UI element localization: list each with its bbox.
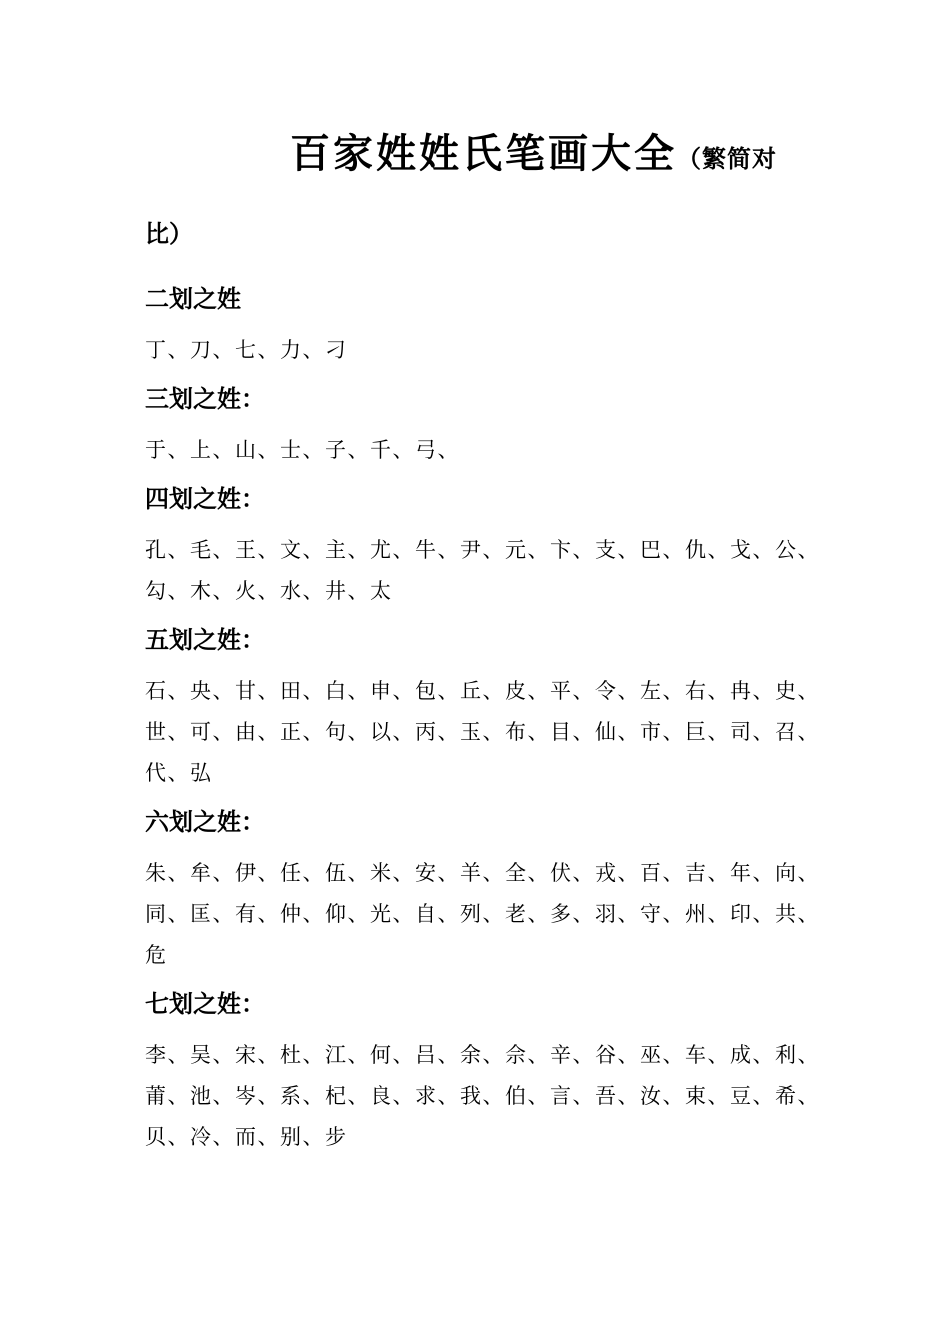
- surname-list: 孔、毛、王、文、主、尤、牛、尹、元、卞、支、巴、仇、戈、公、勾、木、火、水、井、太: [145, 538, 820, 603]
- document-body: [145, 280, 825, 1167]
- section-two-strokes: [145, 280, 825, 371]
- section-heading: 四划之姓：: [145, 485, 265, 513]
- title-subtitle-end: 比）: [145, 220, 193, 248]
- surname-list: 朱、牟、伊、任、伍、米、安、羊、全、伏、戎、百、吉、年、向、同、匡、有、仲、仰、光、自、列、老、多、羽、守、州、印、共、危: [145, 861, 820, 967]
- section-heading: 七划之姓：: [145, 990, 265, 1018]
- section-six-strokes: [145, 803, 825, 976]
- title-subtitle-start: （繁简对: [677, 145, 777, 173]
- surname-list: 于、上、山、士、子、千、弓、: [145, 438, 460, 462]
- title-main: 百家姓姓氏笔画大全: [290, 131, 677, 177]
- section-heading: 五划之姓：: [145, 626, 265, 654]
- surname-list: 丁、刀、七、力、刁: [145, 338, 348, 362]
- section-heading: 三划之姓：: [145, 385, 265, 413]
- section-seven-strokes: [145, 985, 825, 1158]
- section-four-strokes: [145, 480, 825, 612]
- section-five-strokes: [145, 621, 825, 794]
- surname-list: 石、央、甘、田、白、申、包、丘、皮、平、令、左、右、冉、史、世、可、由、正、句、以、丙、玉、布、目、仙、市、巨、司、召、代、弘: [145, 679, 820, 785]
- section-three-strokes: [145, 380, 825, 471]
- section-heading: 二划之姓: [145, 285, 241, 313]
- surname-list: 李、吴、宋、杜、江、何、吕、余、佘、辛、谷、巫、车、成、利、莆、池、岑、系、杞、良、求、我、伯、言、吾、汝、束、豆、希、贝、冷、而、别、步: [145, 1043, 820, 1149]
- section-heading: 六划之姓：: [145, 808, 265, 836]
- document-title: [290, 122, 777, 179]
